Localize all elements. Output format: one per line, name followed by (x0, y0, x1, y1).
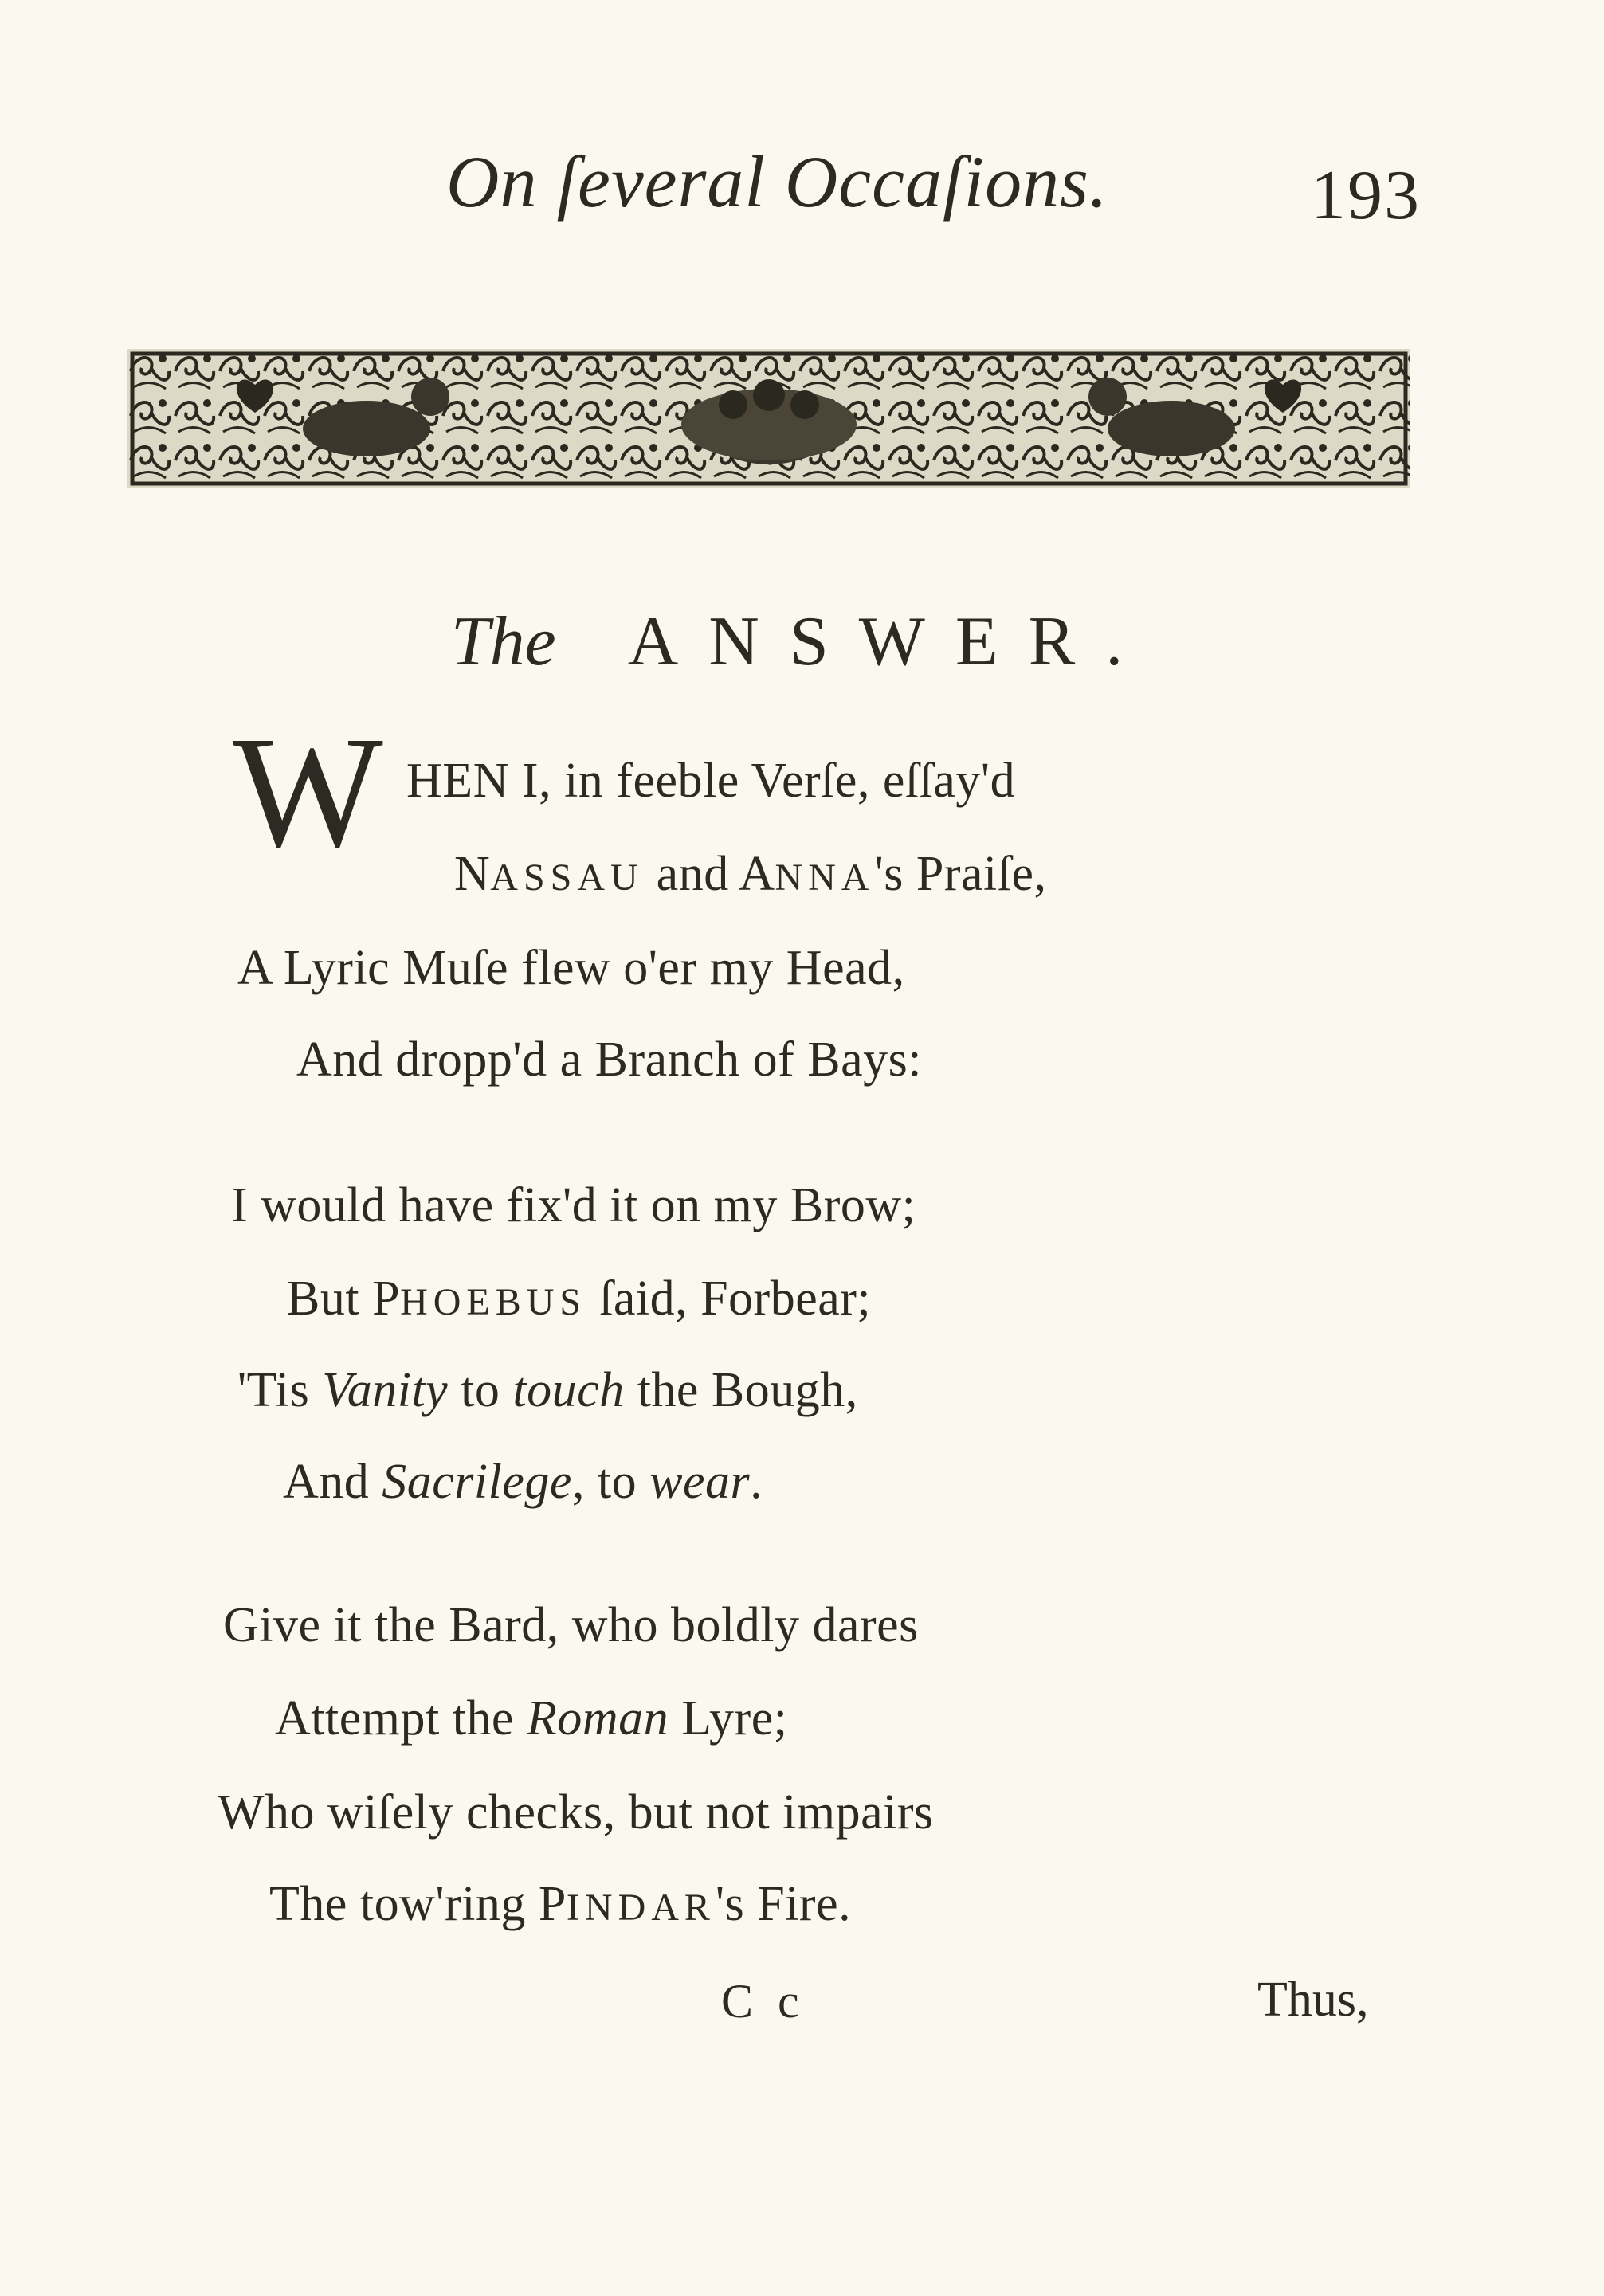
poem-line: A Lyric Muſe flew o'er my Head, (237, 941, 905, 995)
page-number: 193 (1311, 157, 1421, 234)
poem-line: Give it the Bard, who boldly dares (223, 1598, 919, 1652)
poem-line: HEN I, in feeble Verſe, eſſay'd (406, 754, 1016, 808)
poem-line: Who wiſely checks, but not impairs (218, 1785, 934, 1840)
running-head: On ſeveral Occaſions. (446, 141, 1108, 222)
poem-line: NASSAU and ANNA's Praiſe, (454, 847, 1047, 901)
poem-line: But PHOEBUS ſaid, Forbear; (287, 1271, 872, 1326)
drop-cap: W (233, 704, 383, 880)
title-italic: The (450, 603, 556, 680)
poem-line: I would have fix'd it on my Brow; (231, 1178, 916, 1232)
poem-line: And dropp'd a Branch of Bays: (296, 1032, 923, 1087)
decorative-headpiece-icon (127, 349, 1410, 488)
poem-title (0, 601, 1604, 682)
poem-line: 'Tis Vanity to touch the Bough, (237, 1363, 858, 1417)
catchword: Thus, (1257, 1973, 1369, 2027)
poem-line: The tow'ring PINDAR's Fire. (269, 1877, 852, 1931)
poem-line: Attempt the Roman Lyre; (275, 1691, 788, 1746)
signature-mark: C c (721, 1975, 806, 2028)
poem-line: And Sacrilege, to wear. (283, 1455, 763, 1509)
title-caps: ANSWER. (627, 603, 1154, 680)
